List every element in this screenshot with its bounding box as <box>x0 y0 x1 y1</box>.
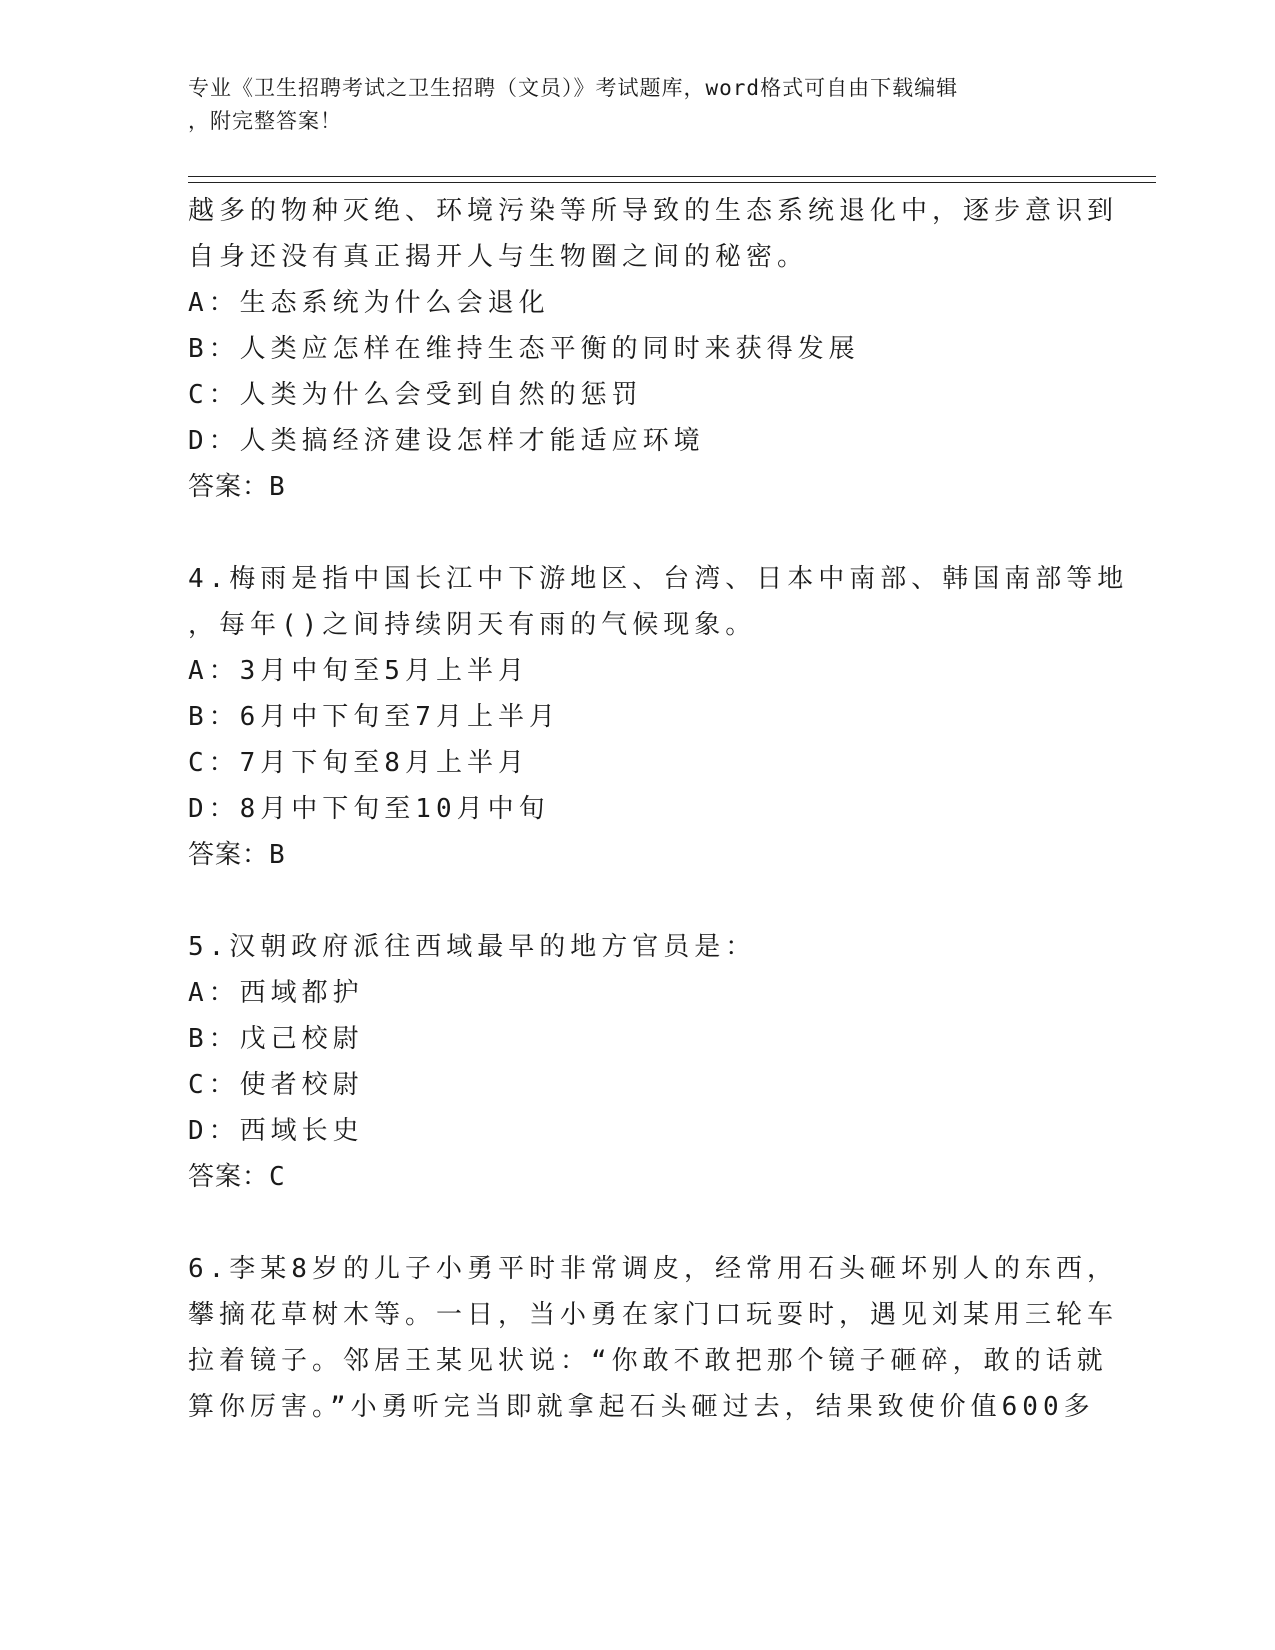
header-line-2: ，附完整答案！ <box>188 109 342 133</box>
question-text-line: 6.李某8岁的儿子小勇平时非常调皮，经常用石头砸坏别人的东西， <box>188 1254 1118 1284</box>
question-text-line: ，每年()之间持续阴天有雨的气候现象。 <box>188 610 757 640</box>
question-text-line: 攀摘花草树木等。一日，当小勇在家门口玩耍时，遇见刘某用三轮车 <box>188 1300 1119 1330</box>
question-text-line: 算你厉害。”小勇听完当即就拿起石头砸过去，结果致使价值600多 <box>188 1392 1095 1422</box>
spacer <box>188 1200 1068 1246</box>
option-b: B：6月中下旬至7月上半月 <box>188 702 560 732</box>
header-divider-bottom <box>188 182 1156 183</box>
header-line-1: 专业《卫生招聘考试之卫生招聘（文员）》考试题库，word格式可自由下载编辑 <box>188 76 959 100</box>
spacer <box>188 510 1068 556</box>
question-3 <box>188 188 1119 510</box>
option-c: C：人类为什么会受到自然的惩罚 <box>188 380 643 410</box>
question-text-line: 自身还没有真正揭开人与生物圈之间的秘密。 <box>188 242 809 272</box>
option-b: B：人类应怎样在维持生态平衡的同时来获得发展 <box>188 334 860 364</box>
question-text-line: 拉着镜子。邻居王某见状说：“你敢不敢把那个镜子砸碎，敢的话就 <box>188 1346 1108 1376</box>
question-6 <box>188 1246 1119 1430</box>
option-a: A：生态系统为什么会退化 <box>188 288 550 318</box>
option-d: D：人类搞经济建设怎样才能适应环境 <box>188 426 705 456</box>
document-header <box>188 72 1068 138</box>
option-a: A：西域都护 <box>188 978 364 1008</box>
document-body <box>188 188 1129 1430</box>
question-4 <box>188 556 1129 878</box>
option-d: D：西域长史 <box>188 1116 364 1146</box>
option-b: B：戊己校尉 <box>188 1024 364 1054</box>
header-divider-top <box>188 176 1156 177</box>
option-d: D：8月中下旬至10月中旬 <box>188 794 550 824</box>
option-c: C：使者校尉 <box>188 1070 364 1100</box>
question-text-line: 越多的物种灭绝、环境污染等所导致的生态系统退化中，逐步意识到 <box>188 196 1119 226</box>
answer: 答案：C <box>188 1162 286 1192</box>
question-text-line: 5.汉朝政府派往西域最早的地方官员是： <box>188 932 757 962</box>
answer: 答案：B <box>188 472 286 502</box>
question-5 <box>188 924 1068 1200</box>
spacer <box>188 878 1068 924</box>
question-text-line: 4.梅雨是指中国长江中下游地区、台湾、日本中南部、韩国南部等地 <box>188 564 1129 594</box>
option-c: C：7月下旬至8月上半月 <box>188 748 529 778</box>
answer: 答案：B <box>188 840 286 870</box>
option-a: A：3月中旬至5月上半月 <box>188 656 529 686</box>
